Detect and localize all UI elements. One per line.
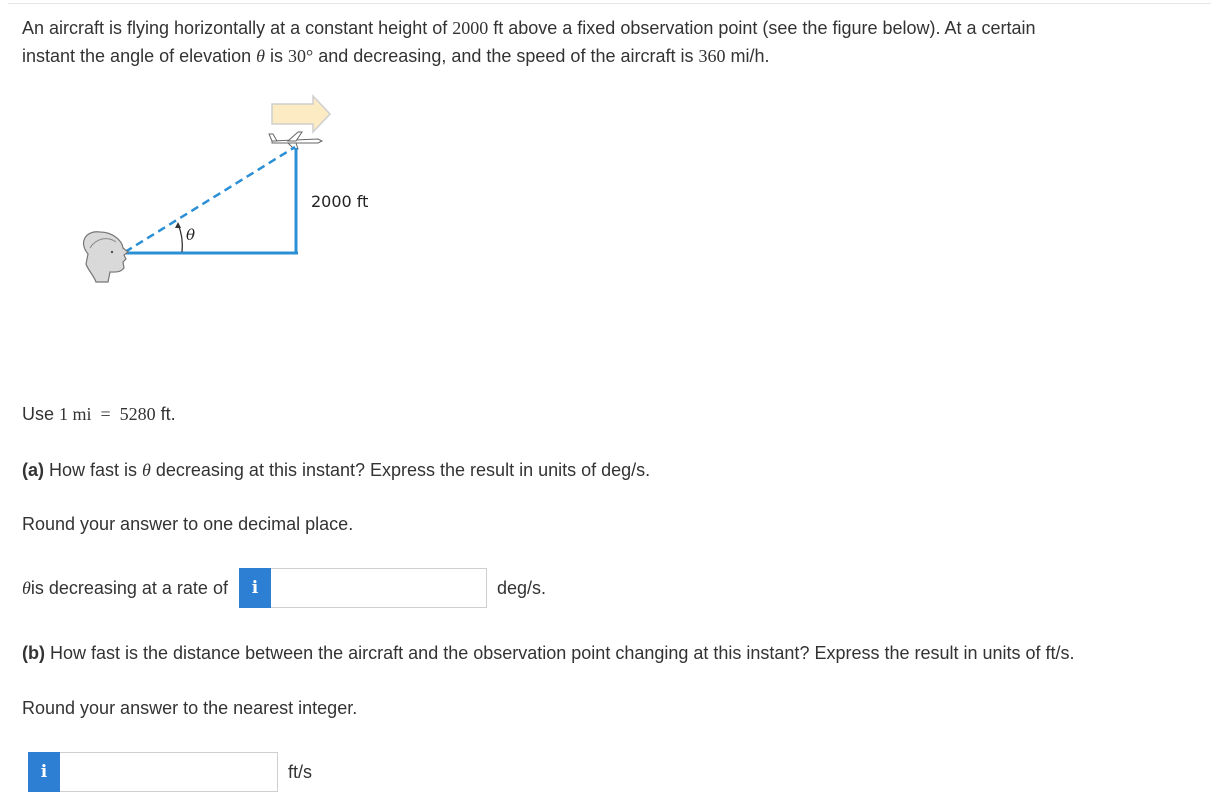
part-a-question: (a) How fast is θ decreasing at this instant? Express the result in units of deg/s. <box>22 460 651 480</box>
part-a-unit: deg/s. <box>496 577 547 598</box>
observer-head-icon <box>84 232 128 282</box>
conversion-math: 1 mi = 5280 <box>59 404 156 424</box>
part-a-answer-row: θ is decreasing at a rate of i deg/s. <box>22 568 546 608</box>
angle-value: 30° <box>288 46 314 66</box>
top-divider <box>8 3 1211 4</box>
part-a-label: (a) <box>22 460 44 480</box>
conversion-note: Use 1 mi = 5280 ft. <box>22 404 176 424</box>
direction-arrow-icon <box>272 96 330 132</box>
height-label: 2000 ft <box>311 192 369 211</box>
problem-intro-line-1: An aircraft is flying horizontally at a constant height of 2000 ft above a fixed observation point (see the figure below). At a certain <box>22 18 1036 38</box>
part-b-label: (b) <box>22 643 45 663</box>
part-b-answer-input[interactable] <box>60 752 278 792</box>
part-b-answer-row <box>28 752 312 792</box>
line-of-sight <box>125 147 295 252</box>
part-b-info-button[interactable]: i <box>28 752 60 792</box>
part-a-info-button[interactable]: i <box>239 568 271 608</box>
angle-arc <box>178 224 182 252</box>
part-b-rounding: Round your answer to the nearest integer. <box>22 698 358 718</box>
speed-value: 360 <box>698 46 726 66</box>
theta-symbol: θ <box>256 46 266 66</box>
part-a-prompt: is decreasing at a rate of <box>30 577 228 598</box>
aircraft-figure <box>70 92 390 297</box>
problem-intro-line-2: instant the angle of elevation θ is 30° and decreasing, and the speed of the aircraft is 360 mi/h. <box>22 46 770 66</box>
part-a-answer-input[interactable] <box>271 568 487 608</box>
height-value: 2000 <box>452 18 489 38</box>
part-b-question: (b) How fast is the distance between the aircraft and the observation point changing at this instant? Express the result in units of ft/s. <box>22 643 1075 663</box>
part-a-rounding: Round your answer to one decimal place. <box>22 514 354 534</box>
part-b-unit: ft/s <box>288 761 313 782</box>
aircraft-icon <box>269 132 322 149</box>
angle-label: θ <box>186 226 196 244</box>
